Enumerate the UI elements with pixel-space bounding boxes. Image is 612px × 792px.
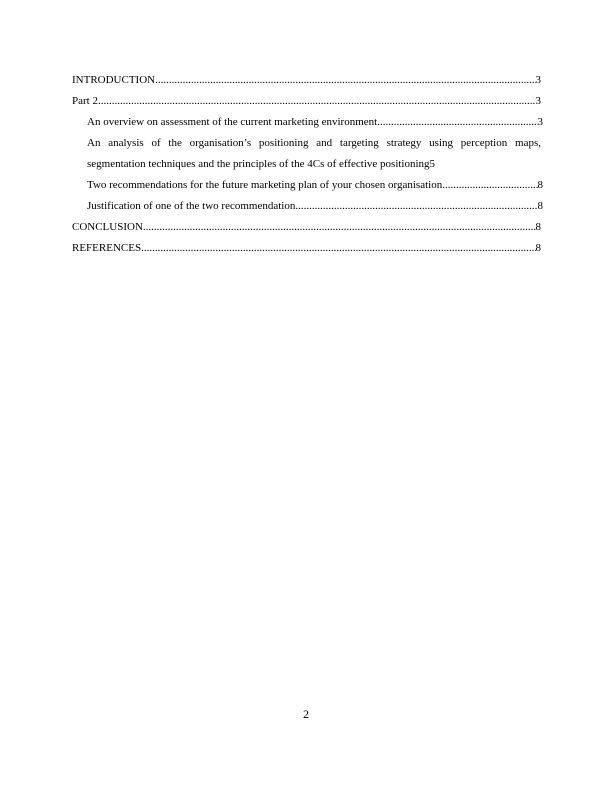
toc-entry-recommendations[interactable] xyxy=(72,175,543,196)
toc-entry-page: 3 xyxy=(535,74,541,86)
toc-dot-leader xyxy=(98,91,536,112)
toc-entry-page: 8 xyxy=(537,200,543,212)
page-number: 2 xyxy=(303,707,309,721)
toc-entry-part-2[interactable] xyxy=(72,91,541,112)
toc-entry-page: 3 xyxy=(537,116,543,128)
toc-entry-label-line-2-row xyxy=(87,154,527,175)
toc-dot-leader xyxy=(143,217,536,238)
toc-entry-label: An overview on assessment of the current marketing environment xyxy=(87,116,378,128)
toc-entry-label-line-2: segmentation techniques and the principles of the 4Cs of effective positioning xyxy=(87,158,430,170)
toc-dot-leader xyxy=(141,238,535,259)
toc-dot-leader xyxy=(442,175,537,196)
toc-entry-page: 8 xyxy=(535,221,541,233)
toc-entry-label: Part 2 xyxy=(72,95,98,107)
toc-entry-justification[interactable] xyxy=(72,196,543,217)
toc-entry-introduction[interactable] xyxy=(72,70,541,91)
toc-entry-page: 8 xyxy=(535,242,541,254)
toc-entry-label: Justification of one of the two recommendation xyxy=(87,200,296,212)
toc-entry-page: 3 xyxy=(535,95,541,107)
toc-entry-analysis[interactable] xyxy=(72,133,541,175)
toc-entry-label: INTRODUCTION xyxy=(72,74,156,86)
toc-entry-overview[interactable] xyxy=(72,112,543,133)
toc-dot-leader xyxy=(377,112,537,133)
toc-entry-page: 5 xyxy=(429,158,436,170)
toc-entry-conclusion[interactable] xyxy=(72,217,541,238)
toc-dot-leader xyxy=(295,196,537,217)
toc-entry-label: REFERENCES xyxy=(72,242,142,254)
toc-entry-references[interactable] xyxy=(72,238,541,259)
toc-dot-leader xyxy=(155,70,535,91)
toc-entry-label: CONCLUSION xyxy=(72,221,143,233)
toc-entry-label-line-1: An analysis of the organisation’s positioning and targeting strategy using perception maps, xyxy=(87,137,541,149)
toc-entry-label: Two recommendations for the future marketing plan of your chosen organisation xyxy=(87,179,443,191)
toc-entry-page: 8 xyxy=(537,179,543,191)
table-of-contents xyxy=(72,70,541,259)
